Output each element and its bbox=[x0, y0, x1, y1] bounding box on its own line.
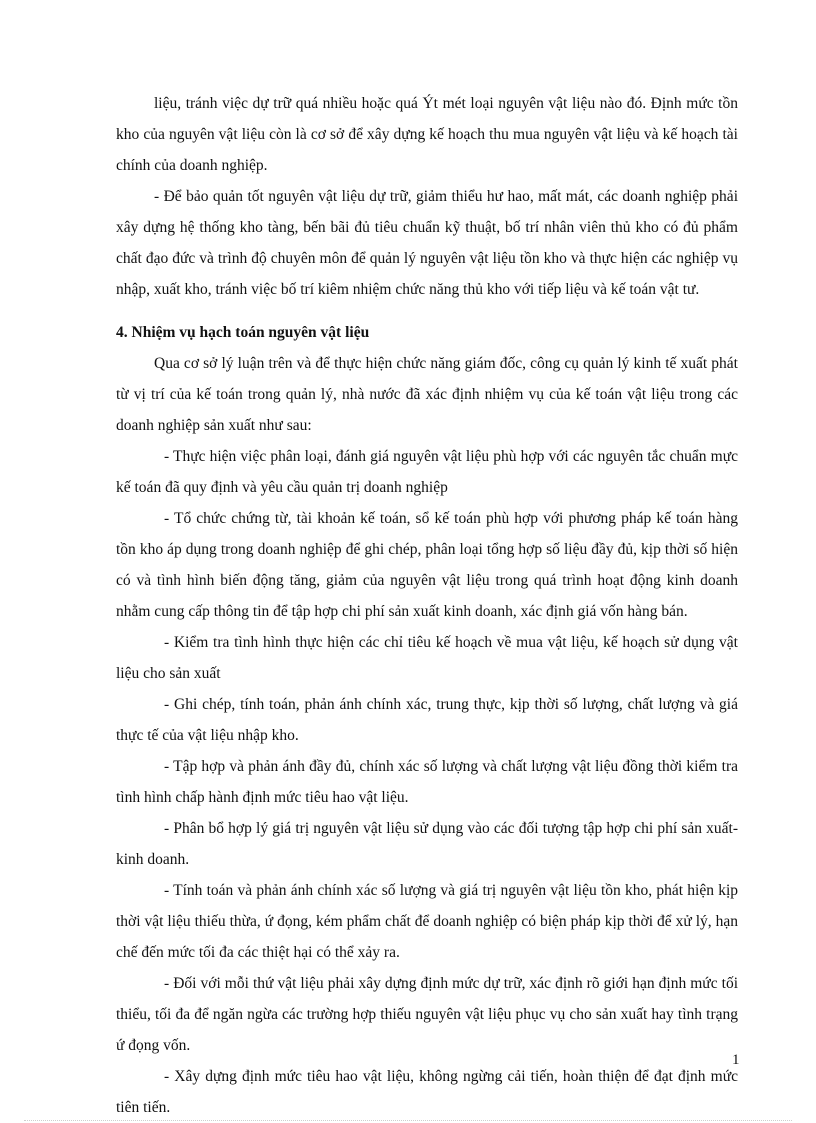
page-number: 1 bbox=[732, 1052, 740, 1068]
page-bottom-divider bbox=[24, 1120, 792, 1121]
section-intro: Qua cơ sở lý luận trên và để thực hiện chức năng giám đốc, công cụ quản lý kinh tế xuất phát từ vị trí của kế toán trong quản lý, nhà nước đã xác định nhiệm vụ của kế toán vật liệu trong các doanh nghiệp sản xuất như sau: bbox=[116, 355, 738, 434]
section-heading: 4. Nhiệm vụ hạch toán nguyên vật liệu bbox=[116, 324, 370, 341]
task-item: - Đối với mỗi thứ vật liệu phải xây dựng định mức dự trữ, xác định rõ giới hạn định mức tối thiểu, tối đa để ngăn ngừa các trường hợp thiếu nguyên vật liệu phục vụ cho sản xuất hay tình trạng ứ đọng vốn. bbox=[116, 975, 738, 1054]
task-item: - Phân bổ hợp lý giá trị nguyên vật liệu sử dụng vào các đối tượng tập hợp chi phí sản xuất- kinh doanh. bbox=[116, 820, 738, 868]
paragraph-continuation: liệu, tránh việc dự trữ quá nhiều hoặc quá Ýt mét loại nguyên vật liệu nào đó. Định mức tồn kho của nguyên vật liệu còn là cơ sở để xây dựng kế hoạch thu mua nguyên vật liệu và kế hoạch tài chính của doanh nghiệp. bbox=[116, 95, 738, 174]
task-item: - Ghi chép, tính toán, phản ánh chính xác, trung thực, kịp thời số lượng, chất lượng và giá thực tế của vật liệu nhập kho. bbox=[116, 696, 738, 744]
task-item: - Thực hiện việc phân loại, đánh giá nguyên vật liệu phù hợp với các nguyên tắc chuẩn mực kế toán đã quy định và yêu cầu quản trị doanh nghiệp bbox=[116, 448, 738, 496]
task-item: - Kiểm tra tình hình thực hiện các chỉ tiêu kế hoạch về mua vật liệu, kế hoạch sử dụng vật liệu cho sản xuất bbox=[116, 634, 738, 682]
document-body bbox=[116, 88, 738, 1123]
task-item: - Tập hợp và phản ánh đầy đủ, chính xác số lượng và chất lượng vật liệu đồng thời kiểm tra tình hình chấp hành định mức tiêu hao vật liệu. bbox=[116, 758, 738, 806]
paragraph-storage: - Để bảo quản tốt nguyên vật liệu dự trữ, giảm thiểu hư hao, mất mát, các doanh nghiệp phải xây dựng hệ thống kho tàng, bến bãi đủ tiêu chuẩn kỹ thuật, bố trí nhân viên thủ kho có đủ phẩm chất đạo đức và trình độ chuyên môn để quản lý nguyên vật liệu tồn kho và thực hiện các nghiệp vụ nhập, xuất kho, tránh việc bố trí kiêm nhiệm chức năng thủ kho với tiếp liệu và kế toán vật tư. bbox=[116, 188, 738, 298]
task-item: - Xây dựng định mức tiêu hao vật liệu, không ngừng cải tiến, hoàn thiện để đạt định mức tiên tiến. bbox=[116, 1068, 738, 1116]
task-item: - Tổ chức chứng từ, tài khoản kế toán, sổ kế toán phù hợp với phương pháp kế toán hàng tồn kho áp dụng trong doanh nghiệp để ghi chép, phân loại tổng hợp số liệu đầy đủ, kịp thời số hiện có và tình hình biến động tăng, giảm của nguyên vật liệu trong quá trình hoạt động kinh doanh nhằm cung cấp thông tin để tập hợp chi phí sản xuất kinh doanh, xác định giá vốn hàng bán. bbox=[116, 510, 738, 620]
task-item: - Tính toán và phản ánh chính xác số lượng và giá trị nguyên vật liệu tồn kho, phát hiện kịp thời vật liệu thiếu thừa, ứ đọng, kém phẩm chất để doanh nghiệp có biện pháp kịp thời để xử lý, hạn chế đến mức tối đa các thiệt hại có thể xảy ra. bbox=[116, 882, 738, 961]
